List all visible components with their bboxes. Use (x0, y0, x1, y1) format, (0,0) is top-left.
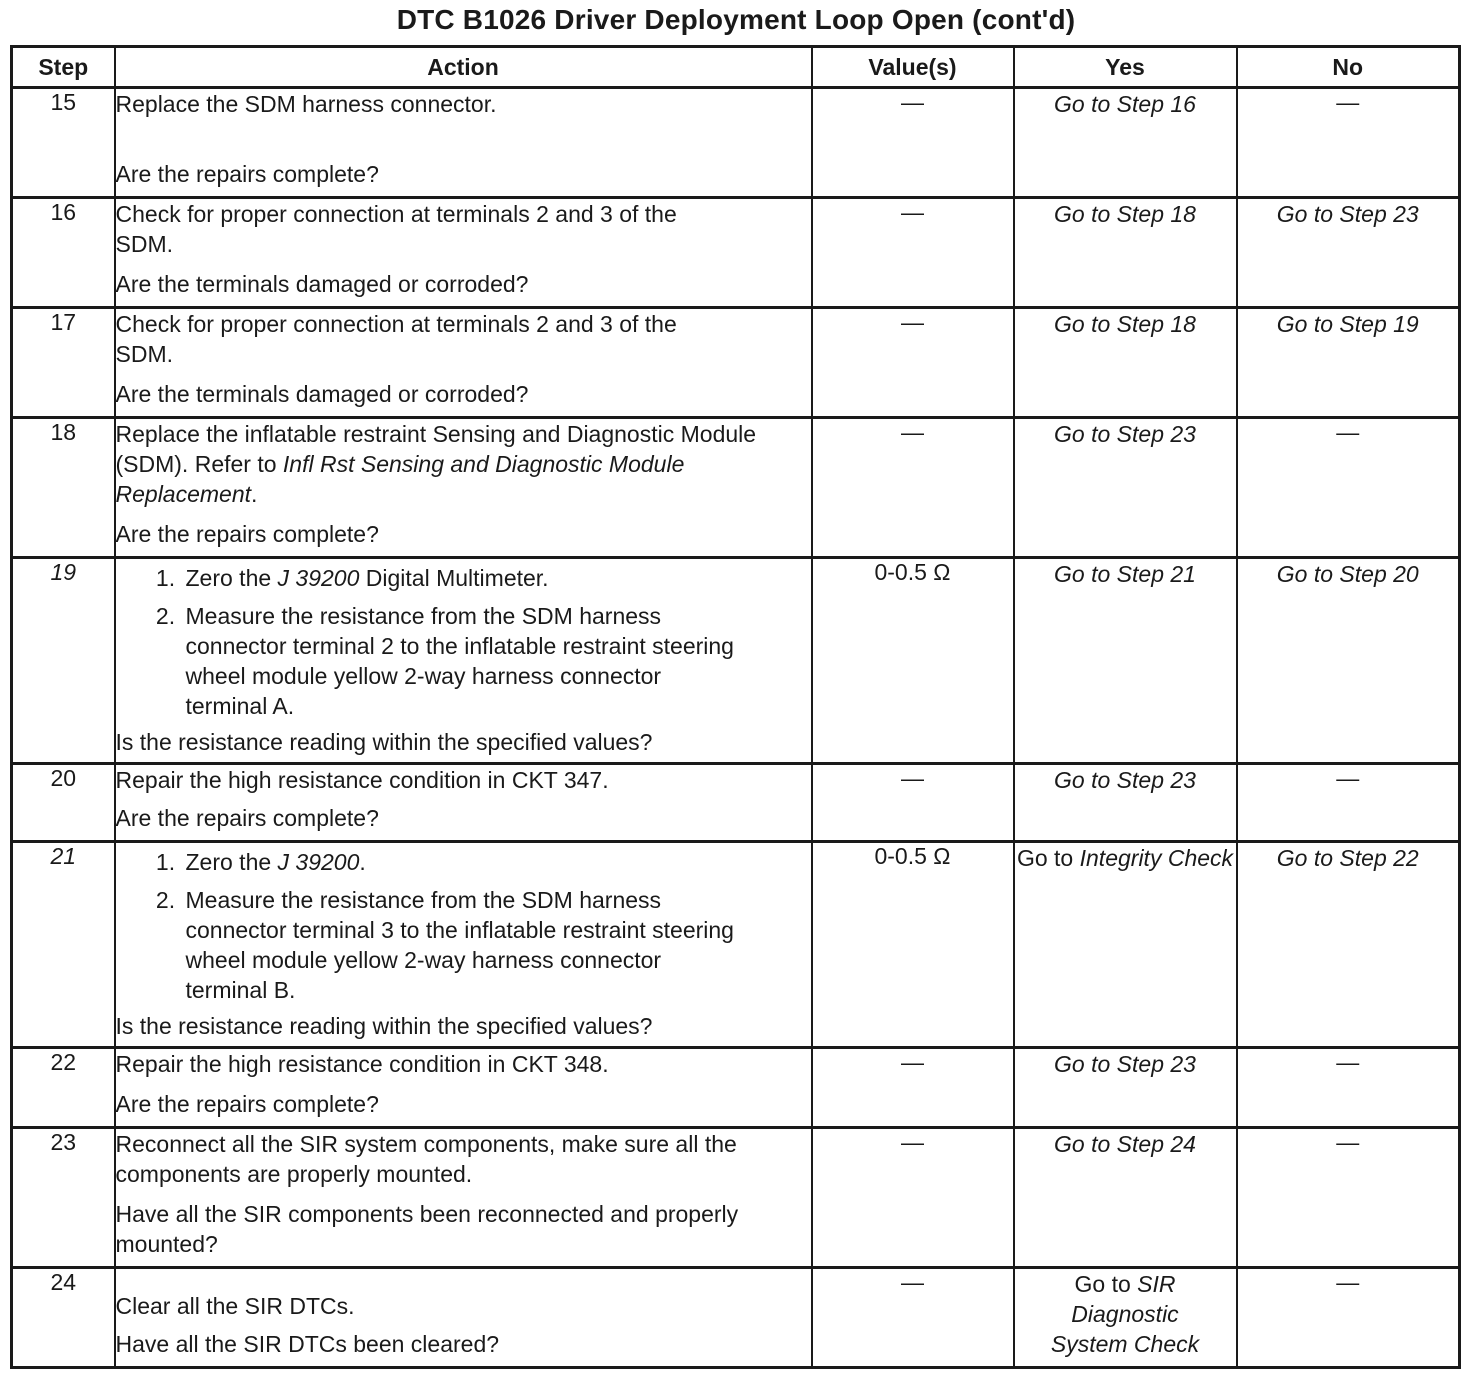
table-row (12, 1048, 1460, 1128)
value-cell: — (812, 1128, 1014, 1268)
action-text: Repair the high resistance condition in CKT 348. (115, 1051, 609, 1077)
action-cell (115, 1268, 812, 1368)
step-number: 21 (12, 842, 115, 1048)
action-question: Is the resistance reading within the specified values? (115, 1013, 653, 1039)
step-number: 16 (12, 198, 115, 308)
tool-reference: J 39200 (277, 565, 360, 591)
yes-link-prefix: Go to (1074, 1271, 1138, 1297)
yes-link[interactable]: Go to Step 23 (1014, 418, 1237, 558)
numbered-steps (116, 563, 811, 721)
numbered-steps (116, 847, 811, 1005)
list-item: 2. Measure the resistance from the SDM harness connector terminal 3 to the inflatable restraint steering wheel module yellow 2-way harness connector terminal B. (182, 885, 746, 1005)
value-cell: — (812, 764, 1014, 842)
action-cell (115, 418, 812, 558)
yes-link[interactable]: Go to Step 18 (1014, 308, 1237, 418)
no-link[interactable]: Go to Step 23 (1237, 198, 1460, 308)
action-question: Are the repairs complete? (115, 805, 379, 831)
value-cell: — (812, 88, 1014, 198)
list-item (182, 563, 811, 593)
action-text (116, 419, 811, 509)
action-text: Replace the SDM harness connector. (115, 91, 497, 117)
table-row (12, 198, 1460, 308)
header-step: Step (12, 47, 115, 88)
value-cell: 0-0.5 Ω (812, 842, 1014, 1048)
list-item (182, 847, 811, 877)
action-cell (115, 1128, 812, 1268)
action-question: Is the resistance reading within the specified values? (115, 729, 653, 755)
no-cell: — (1237, 764, 1460, 842)
action-text-start: Replace the inflatable restraint Sensing and Diagnostic Module (SDM). Refer to (115, 421, 757, 477)
value-cell: — (812, 1268, 1014, 1368)
step-number: 18 (12, 418, 115, 558)
table-row (12, 418, 1460, 558)
value-cell: — (812, 418, 1014, 558)
action-question: Are the terminals damaged or corroded? (115, 271, 529, 297)
no-cell: — (1237, 418, 1460, 558)
action-text: Repair the high resistance condition in CKT 347. (115, 767, 609, 793)
action-cell (115, 558, 812, 764)
action-text: Reconnect all the SIR system components, make sure all the components are properly mounted. (115, 1131, 737, 1187)
header-no: No (1237, 47, 1460, 88)
yes-link[interactable] (1014, 1268, 1237, 1368)
page-title: DTC B1026 Driver Deployment Loop Open (cont'd) (396, 4, 1076, 35)
step-item-text: Zero the (185, 565, 278, 591)
header-row (12, 47, 1460, 88)
no-link[interactable]: Go to Step 22 (1237, 842, 1460, 1048)
header-values: Value(s) (812, 47, 1014, 88)
step-item-text: . (359, 849, 366, 875)
table-row (12, 1128, 1460, 1268)
yes-link[interactable]: Go to Step 23 (1014, 1048, 1237, 1128)
no-link[interactable]: Go to Step 20 (1237, 558, 1460, 764)
yes-link[interactable]: Go to Step 24 (1014, 1128, 1237, 1268)
action-text: Check for proper connection at terminals 2 and 3 of the SDM. (115, 201, 677, 257)
procedure-reference-link[interactable]: Infl Rst Sensing and Diagnostic Module Replacement (115, 451, 685, 507)
step-number: 23 (12, 1128, 115, 1268)
table-row (12, 308, 1460, 418)
step-number: 15 (12, 88, 115, 198)
table-row (12, 1268, 1460, 1368)
sir-diagnostic-check-link[interactable]: SIR Diagnostic System Check (1050, 1271, 1200, 1357)
action-cell (115, 198, 812, 308)
yes-link[interactable]: Go to Step 23 (1014, 764, 1237, 842)
action-question: Have all the SIR DTCs been cleared? (115, 1331, 500, 1357)
value-cell: 0-0.5 Ω (812, 558, 1014, 764)
action-cell (115, 764, 812, 842)
action-question: Are the repairs complete? (115, 521, 379, 547)
step-number: 22 (12, 1048, 115, 1128)
header-yes: Yes (1014, 47, 1237, 88)
no-cell: — (1237, 88, 1460, 198)
yes-link[interactable]: Go to Step 21 (1014, 558, 1237, 764)
no-cell: — (1237, 1268, 1460, 1368)
action-question: Have all the SIR components been reconnected and properly mounted? (115, 1201, 739, 1257)
dtc-table (10, 45, 1461, 1369)
step-item-text: Digital Multimeter. (359, 565, 549, 591)
table-row (12, 558, 1460, 764)
no-link[interactable]: Go to Step 19 (1237, 308, 1460, 418)
action-cell (115, 308, 812, 418)
no-cell: — (1237, 1128, 1460, 1268)
table-row (12, 88, 1460, 198)
step-number: 24 (12, 1268, 115, 1368)
value-cell: — (812, 308, 1014, 418)
action-text-end: . (251, 481, 258, 507)
integrity-check-link[interactable]: Integrity Check (1079, 845, 1234, 871)
tool-reference: J 39200 (277, 849, 360, 875)
list-item: 2. Measure the resistance from the SDM harness connector terminal 2 to the inflatable restraint steering wheel module yellow 2-way harness connector terminal A. (182, 601, 746, 721)
header-action: Action (115, 47, 812, 88)
action-cell (115, 88, 812, 198)
value-cell: — (812, 198, 1014, 308)
table-row (12, 842, 1460, 1048)
yes-link[interactable]: Go to Step 16 (1014, 88, 1237, 198)
step-number: 17 (12, 308, 115, 418)
step-item-text: Zero the (185, 849, 278, 875)
step-number: 19 (12, 558, 115, 764)
action-text: Check for proper connection at terminals 2 and 3 of the SDM. (115, 311, 677, 367)
yes-link[interactable] (1014, 842, 1237, 1048)
table-row (12, 764, 1460, 842)
value-cell: — (812, 1048, 1014, 1128)
yes-link-prefix: Go to (1016, 845, 1080, 871)
no-cell: — (1237, 1048, 1460, 1128)
action-cell (115, 1048, 812, 1128)
action-cell (115, 842, 812, 1048)
action-question: Are the repairs complete? (115, 161, 379, 187)
action-question: Are the terminals damaged or corroded? (115, 381, 529, 407)
action-question: Are the repairs complete? (115, 1091, 379, 1117)
step-number: 20 (12, 764, 115, 842)
yes-link[interactable]: Go to Step 18 (1014, 198, 1237, 308)
action-text: Clear all the SIR DTCs. (115, 1293, 355, 1319)
